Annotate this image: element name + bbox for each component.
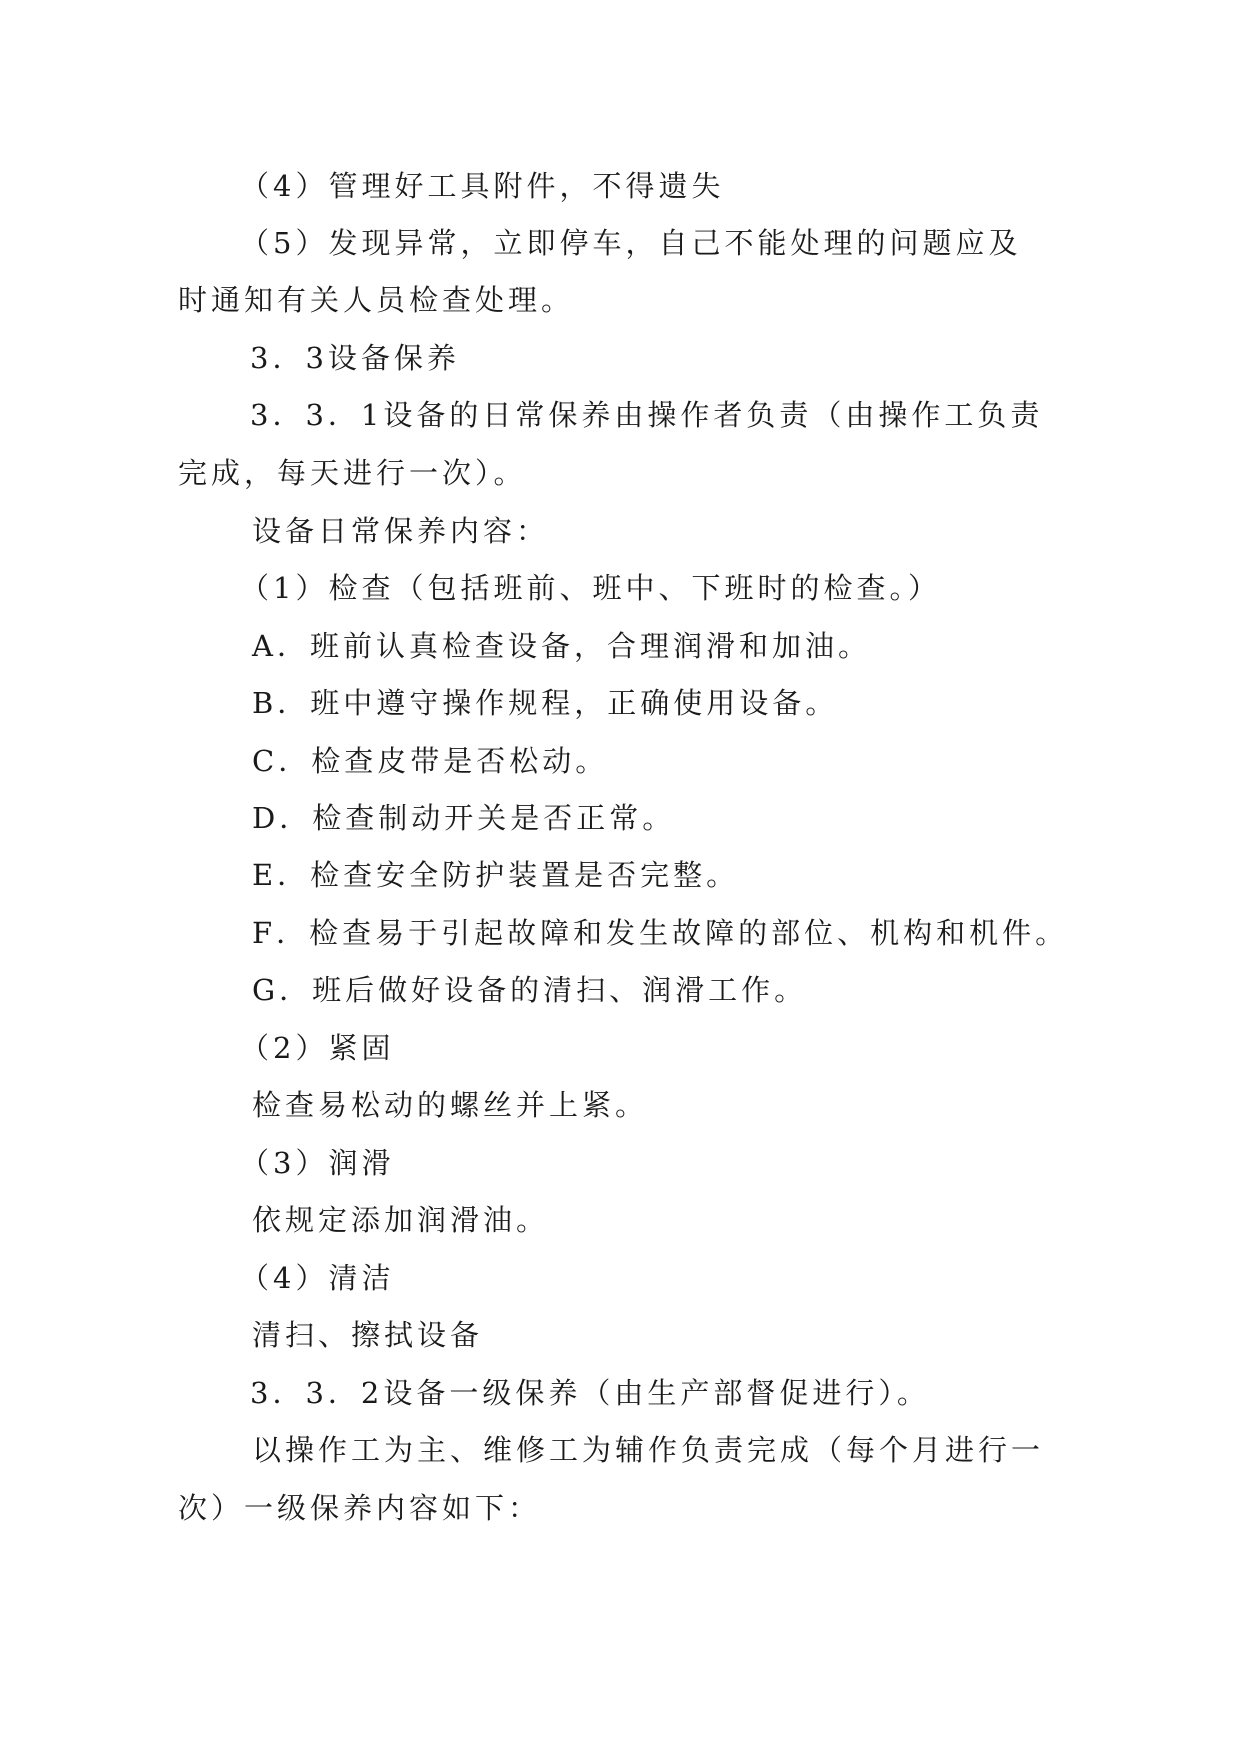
text-line: 依规定添加润滑油。 [252,1203,550,1237]
text-line: 3．3设备保养 [250,341,460,375]
text-line: C．检查皮带是否松动。 [252,744,609,778]
text-line: G．班后做好设备的清扫、润滑工作。 [252,973,808,1007]
text-line: 时通知有关人员检查处理。 [178,283,575,317]
text-line: （5）发现异常，立即停车，自己不能处理的问题应及 [240,226,1022,260]
text-line: 以操作工为主、维修工为辅作负责完成（每个月进行一 [252,1433,1045,1467]
text-line: 完成，每天进行一次）。 [178,456,527,490]
text-line: 3．3．1设备的日常保养由操作者负责（由操作工负责 [250,398,1044,432]
text-line: （1）检查（包括班前、班中、下班时的检查。） [240,571,941,605]
text-line: F．检查易于引起故障和发生故障的部位、机构和机件。 [252,916,1069,950]
text-line: （3）润滑 [240,1146,395,1180]
text-line: D．检查制动开关是否正常。 [252,801,676,835]
text-line: （4）清洁 [240,1261,395,1295]
text-line: （2）紧固 [240,1031,395,1065]
text-line: 3．3．2设备一级保养（由生产部督促进行）。 [250,1376,930,1410]
text-line: 次）一级保养内容如下： [178,1491,542,1525]
text-line: 检查易松动的螺丝并上紧。 [252,1088,649,1122]
text-line: B．班中遵守操作规程，正确使用设备。 [252,686,839,720]
text-line: A．班前认真检查设备，合理润滑和加油。 [252,629,871,663]
text-line: E．检查安全防护装置是否完整。 [252,858,740,892]
text-line: （4）管理好工具附件，不得遗失 [240,169,725,203]
text-line: 清扫、擦拭设备 [252,1318,484,1352]
text-line: 设备日常保养内容： [252,514,550,548]
